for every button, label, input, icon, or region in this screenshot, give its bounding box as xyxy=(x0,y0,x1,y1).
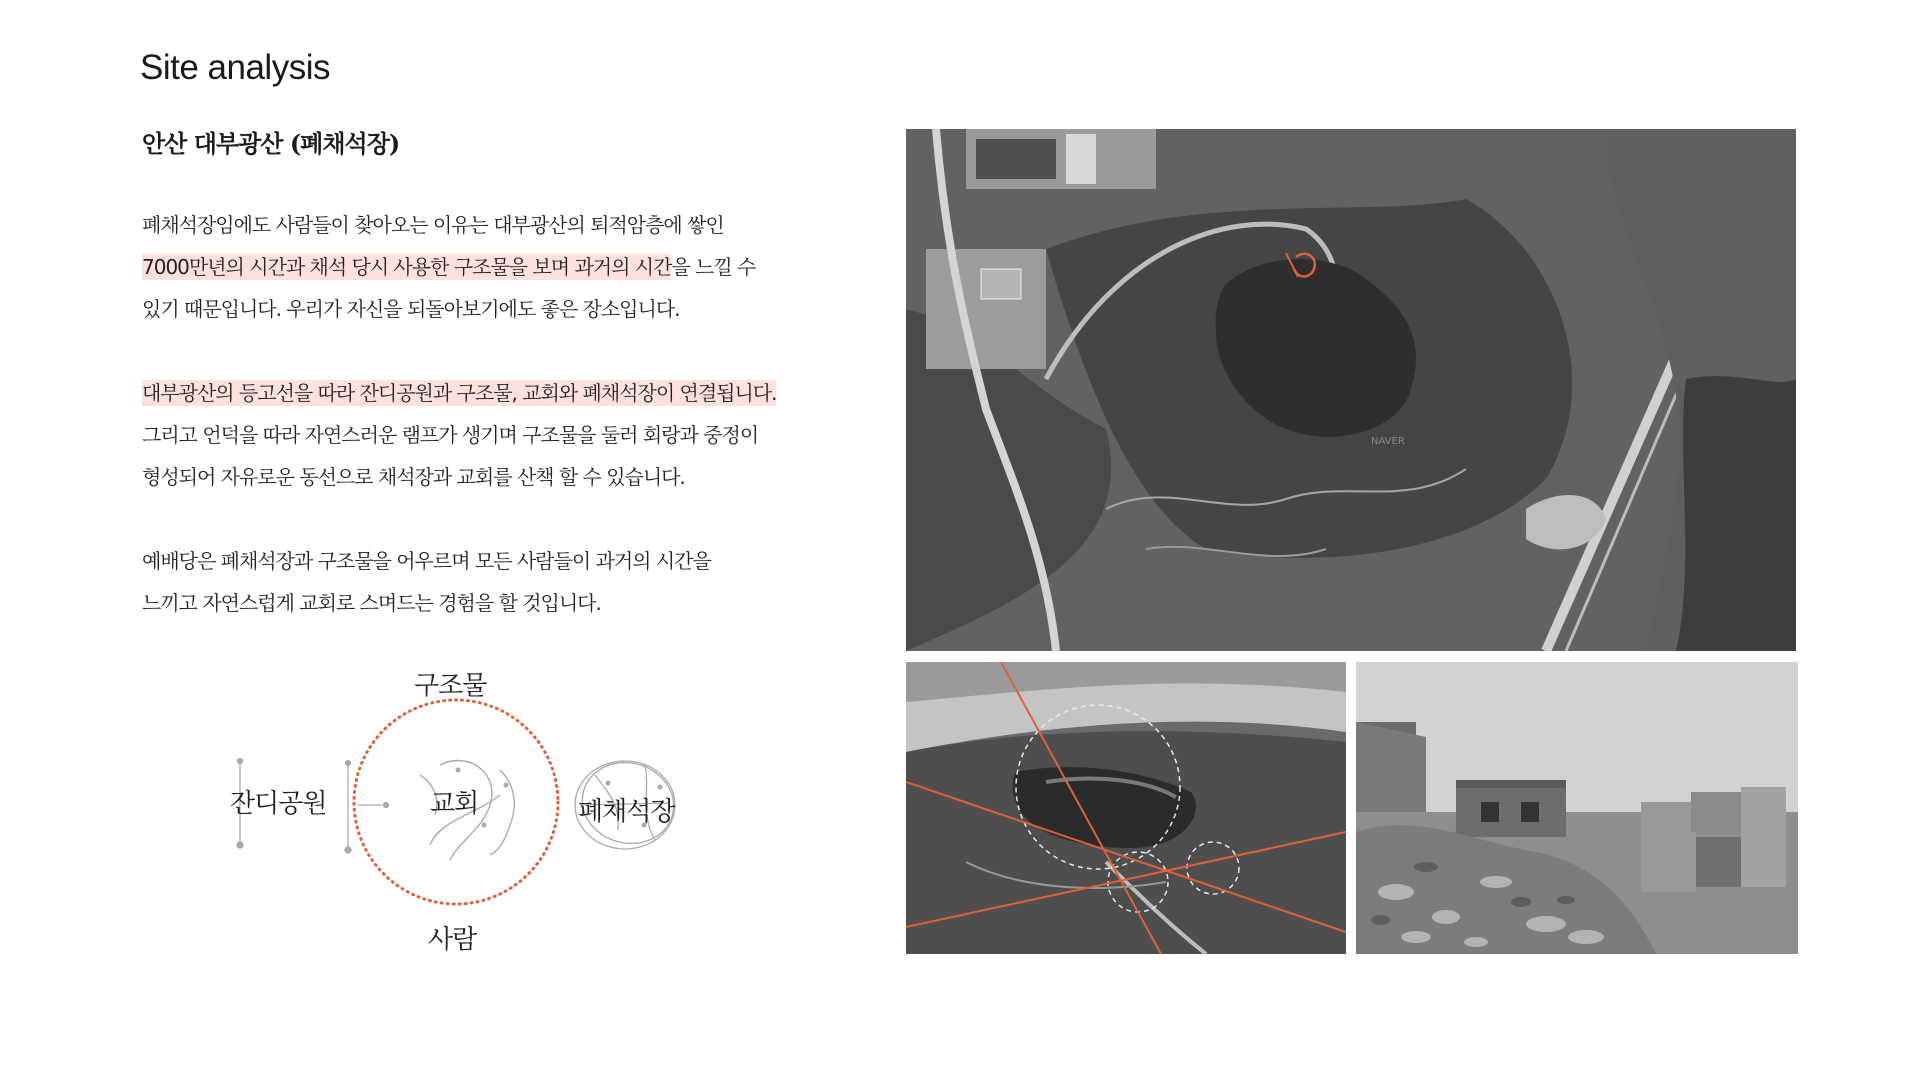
aerial-photo xyxy=(906,662,1346,954)
label-people: 사람 xyxy=(428,925,477,955)
satellite-photo xyxy=(906,129,1796,651)
text-line: 폐채석장임에도 사람들이 찾아오는 이유는 대부광산의 퇴적암층에 쌓인 xyxy=(142,213,724,237)
label-church: 교회 xyxy=(430,789,479,819)
label-quarry: 폐채석장 xyxy=(578,797,675,827)
text-span: 을 느낄 수 xyxy=(671,255,756,279)
page-title: Site analysis xyxy=(140,48,330,87)
concept-diagram xyxy=(200,655,720,955)
paragraph-2 xyxy=(142,372,902,498)
text-line: 있기 때문입니다. 우리가 자신을 되돌아보기에도 좋은 장소입니다. xyxy=(142,297,680,321)
text-line: 그리고 언덕을 따라 자연스러운 램프가 생기며 구조물을 둘러 회랑과 중정이 xyxy=(142,423,759,447)
watermark: NAVER xyxy=(1371,436,1405,447)
label-lawn-park: 잔디공원 xyxy=(230,789,327,819)
text-line xyxy=(142,372,902,414)
text-line: 형성되어 자유로운 동선으로 채석장과 교회를 산책 할 수 있습니다. xyxy=(142,465,685,489)
paragraph-1 xyxy=(142,204,902,330)
highlighted-text: 대부광산의 등고선을 따라 잔디공원과 구조물, 교회와 폐채석장이 연결됩니다. xyxy=(142,381,777,405)
text-line: 느끼고 자연스럽게 교회로 스며드는 경험을 할 것입니다. xyxy=(142,591,601,615)
text-line xyxy=(142,246,902,288)
text-line: 예배당은 폐채석장과 구조물을 어우르며 모든 사람들이 과거의 시간을 xyxy=(142,549,711,573)
page-subtitle: 안산 대부광산 (폐채석장) xyxy=(142,129,400,158)
label-structure: 구조물 xyxy=(414,671,487,701)
ruins-photo xyxy=(1356,662,1798,954)
paragraph-3 xyxy=(142,540,902,624)
highlighted-text: 7000만년의 시간과 채석 당시 사용한 구조물을 보며 과거의 시간 xyxy=(142,255,672,279)
